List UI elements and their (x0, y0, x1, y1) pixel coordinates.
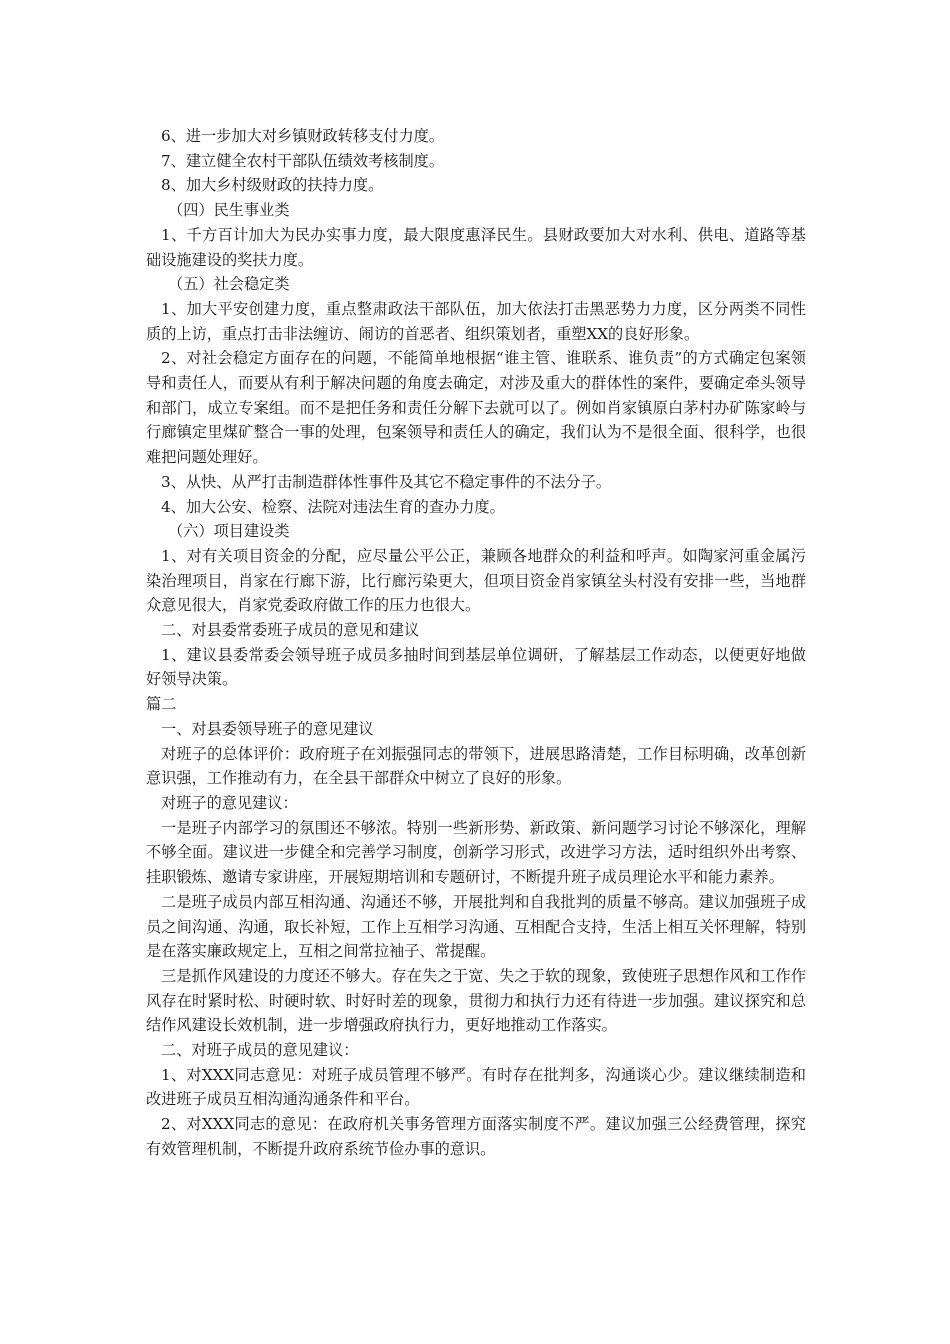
paragraph-standing-committee-1: 1、建议县委常委会领导班子成员多抽时间到基层单位调研，了解基层工作动态，以便更好地做好领导决策。 (146, 645, 806, 689)
section-heading-projects: （六）项目建设类 (168, 522, 290, 541)
paragraph-member-1: 1、对XXX同志意见：对班子成员管理不够严。有时存在批判多，沟通谈心少。建议继续制造和改进班子成员互相沟通沟通条件和平台。 (146, 1065, 806, 1109)
paragraph-stability-4: 4、加大公安、检察、法院对违法生育的查办力度。 (161, 497, 505, 516)
document-body (146, 124, 806, 1162)
section-heading-standing-committee: 二、对县委常委班子成员的意见和建议 (161, 621, 420, 640)
paragraph-suggestions-heading: 对班子的意见建议： (161, 793, 298, 812)
part-heading-2: 篇二 (146, 695, 177, 714)
paragraph-projects-1: 1、对有关项目资金的分配，应尽量公平公正，兼顾各地群众的利益和呼声。如陶家河重金属污染治理项目，肖家在行廊下游，比行廊污染更大，但项目资金肖家镇坌头村没有安排一些，当地群众意见很大，肖家党委政府做工作的压力也很大。 (146, 546, 806, 615)
paragraph-livelihood-1: 1、千方百计加大为民办实事力度，最大限度惠泽民生。县财政要加大对水利、供电、道路等基础设施建设的奖扶力度。 (146, 225, 806, 269)
paragraph-overall-evaluation: 对班子的总体评价：政府班子在刘振强同志的带领下，进展思路清楚，工作目标明确，改革创新意识强，工作推动有力，在全县干部群众中树立了良好的形象。 (146, 744, 806, 788)
section-heading-members: 二、对班子成员的意见建议： (161, 1041, 359, 1060)
section-heading-stability: （五）社会稳定类 (168, 275, 290, 294)
paragraph-suggestion-2: 二是班子成员内部互相沟通、沟通还不够，开展批判和自我批判的质量不够高。建议加强班子成员之间沟通、沟通，取长补短，工作上互相学习沟通、互相配合支持，生活上相互关怀理解，特别是在落实廉政规定上，互相之间常拉袖子、常提醒。 (146, 892, 806, 961)
paragraph-item-8: 8、加大乡村级财政的扶持力度。 (161, 176, 384, 195)
paragraph-stability-2: 2、对社会稳定方面存在的问题，不能简单地根据“谁主管、谁联系、谁负责”的方式确定包案领导和责任人，而要从有利于解决问题的角度去确定，对涉及重大的群体性的案件，要确定牵头领导和部门，成立专案组。而不是把任务和责任分解下去就可以了。例如肖家镇原白茅村办矿陈家岭与行廊镇定里煤矿整合一事的处理，包案领导和责任人的确定，我们认为不是很全面、很科学，也很难把问题处理好。 (146, 349, 806, 467)
section-heading-leadership: 一、对县委领导班子的意见建议 (161, 719, 374, 738)
paragraph-suggestion-1: 一是班子内部学习的氛围还不够浓。特别一些新形势、新政策、新问题学习讨论不够深化，理解不够全面。建议进一步健全和完善学习制度，创新学习形式，改进学习方法，适时组织外出考察、挂职锻炼、邀请专家讲座，开展短期培训和专题研讨，不断提升班子成员理论水平和能力素养。 (146, 818, 806, 887)
paragraph-stability-3: 3、从快、从严打击制造群体性事件及其它不稳定事件的不法分子。 (161, 472, 612, 491)
paragraph-suggestion-3: 三是抓作风建设的力度还不够大。存在失之于宽、失之于软的现象，致使班子思想作风和工作作风存在时紧时松、时硬时软、时好时差的现象，贯彻力和执行力还有待进一步加强。建议探究和总结作风建设长效机制，进一步增强政府执行力，更好地推动工作落实。 (146, 966, 806, 1035)
paragraph-item-6: 6、进一步加大对乡镇财政转移支付力度。 (161, 127, 445, 145)
section-heading-livelihood: （四）民生事业类 (168, 201, 290, 220)
paragraph-item-7: 7、建立健全农村干部队伍绩效考核制度。 (161, 151, 445, 170)
paragraph-member-2: 2、对XXX同志的意见：在政府机关事务管理方面落实制度不严。建议加强三公经费管理，探究有效管理机制，不断提升政府系统节俭办事的意识。 (146, 1115, 806, 1158)
paragraph-stability-1: 1、加大平安创建力度，重点整肃政法干部队伍，加大依法打击黑恶势力力度，区分两类不同性质的上访，重点打击非法缠访、闹访的首恶者、组织策划者，重塑XX的良好形象。 (146, 299, 806, 343)
